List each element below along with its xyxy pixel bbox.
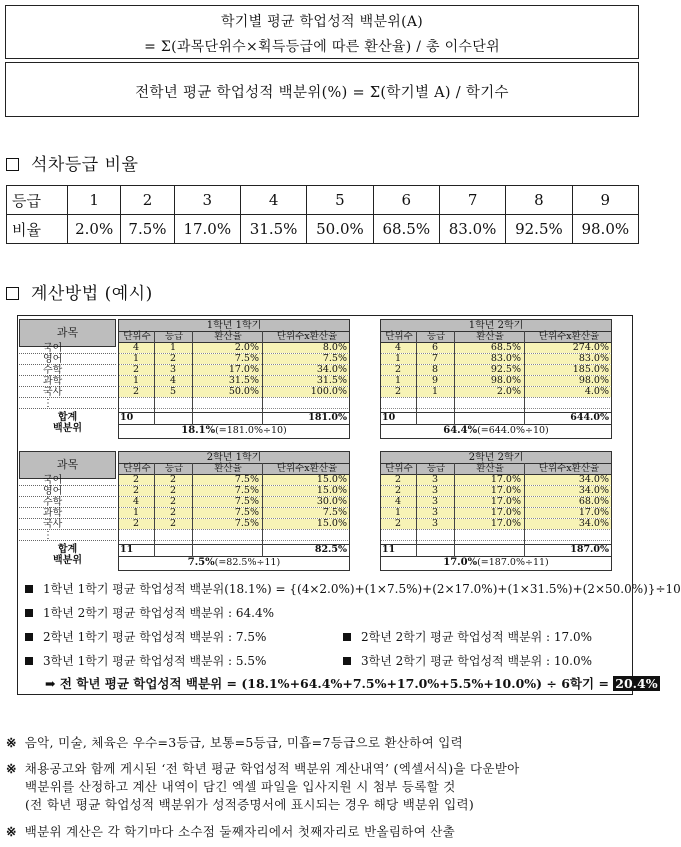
table-cell: 3 — [416, 497, 454, 507]
final-result-line — [45, 674, 660, 692]
table-cell: 17.0% — [454, 519, 524, 529]
square-bullet-icon — [25, 609, 33, 617]
note-2-cont-2: (전 학년 평균 학업성적 백분위가 성적증명서에 표시되는 경우 해당 백분위 입력) — [25, 797, 475, 812]
table-cell: 274.0% — [524, 343, 612, 353]
table-cell: 17.0% — [454, 486, 524, 496]
table-cell: 31.5% — [262, 376, 350, 386]
table-cell: 4 — [118, 343, 154, 353]
grade-cell: 7 — [439, 186, 505, 215]
table-cell: 2 — [380, 387, 416, 397]
column-header: 단위수 — [123, 331, 151, 342]
total-row — [118, 544, 350, 557]
subject-name: 과학 — [19, 376, 116, 387]
table-cell: 3 — [416, 486, 454, 496]
column-header: 등급 — [426, 331, 446, 342]
table-cell: 34.0% — [524, 519, 612, 529]
table-cell: 7.5% — [192, 354, 262, 364]
total-units: 10 — [120, 412, 134, 423]
table-row — [380, 376, 612, 387]
table-cell: 2 — [118, 486, 154, 496]
note-2-cont-1: 백분위를 산정하고 계산 내역이 담긴 엑셀 파일을 입사지원 시 첨부 등록할 것 — [25, 779, 456, 794]
example-title: 계산방법 (예시) — [31, 284, 153, 304]
total-units: 11 — [120, 544, 134, 555]
percentile-calc: (=82.5%÷11) — [214, 557, 281, 568]
bullet-line-1 — [25, 580, 681, 597]
column-header: 등급 — [426, 463, 446, 474]
bullet-text-3b: 2학년 2학기 평균 학업성적 백분위 : 17.0% — [361, 630, 593, 644]
percentile-label: 백분위 — [53, 423, 82, 434]
example-heading — [6, 279, 153, 304]
table-cell: 3 — [154, 365, 192, 375]
note-2 — [6, 759, 520, 777]
ratio-cell: 50.0% — [307, 215, 373, 244]
grade-cell: 3 — [174, 186, 240, 215]
table-cell: 2.0% — [454, 387, 524, 397]
subject-name: 국어 — [19, 343, 116, 354]
grade-cell: 1 — [68, 186, 121, 215]
table-cell: 3 — [416, 508, 454, 518]
column-divider — [192, 331, 193, 425]
table-row — [118, 475, 350, 486]
column-header: 단위수x환산율 — [538, 331, 600, 342]
table-cell: 30.0% — [262, 497, 350, 507]
table-cell: 2 — [154, 354, 192, 364]
percentile-value: 17.0% — [443, 557, 478, 568]
column-header-row — [118, 463, 350, 475]
table-cell: 7 — [416, 354, 454, 364]
grade-ratio-table — [6, 185, 639, 244]
table-cell: 2 — [118, 365, 154, 375]
subject-name: 수학 — [19, 497, 116, 508]
table-cell: 1 — [118, 508, 154, 518]
percentile-value: 7.5% — [187, 557, 215, 568]
column-header: 환산율 — [214, 463, 242, 474]
total-label: 합계 — [57, 544, 78, 555]
square-bullet-icon — [343, 657, 351, 665]
note-2-line-1: 채용공고와 함께 게시된 ‘전 학년 평균 학업성적 백분위 계산내역’ (엑셀서식)을 다운받아 — [24, 761, 520, 776]
table-cell: 17.0% — [454, 475, 524, 485]
table-cell: 7.5% — [192, 508, 262, 518]
total-value: 82.5% — [314, 544, 347, 555]
arrow-right-icon: ➡ — [45, 676, 56, 691]
note-1-text: 음악, 미술, 체육은 우수=3등급, 보통=5등급, 미흡=7등급으로 환산하여 입력 — [24, 735, 463, 750]
overall-formula-box — [5, 62, 639, 117]
table-cell: 4 — [118, 497, 154, 507]
table-cell: 2.0% — [192, 343, 262, 353]
percentile-calc: (=644.0%÷10) — [477, 425, 549, 436]
subject-name: 국사 — [19, 519, 116, 530]
subject-name: ⋮ — [19, 530, 116, 541]
final-formula: 전 학년 평균 학업성적 백분위 = (18.1%+64.4%+7.5%+17.0%+5.5%+10.0%) ÷ 6학기 = — [59, 676, 609, 691]
grade-ratio-title: 석차등급 비율 — [31, 155, 139, 175]
column-divider — [454, 331, 455, 425]
table-cell: 17.0% — [454, 497, 524, 507]
table-row — [118, 486, 350, 497]
column-divider — [192, 463, 193, 557]
column-divider — [262, 331, 263, 425]
table-row — [118, 398, 350, 409]
subject-name: 수학 — [19, 365, 116, 376]
table-cell: 3 — [416, 475, 454, 485]
grade-cell: 6 — [373, 186, 439, 215]
square-bullet-icon — [25, 585, 33, 593]
table-cell: 2 — [154, 519, 192, 529]
semester-title: 2학년 2학기 — [380, 451, 612, 463]
column-header: 단위수x환산율 — [538, 463, 600, 474]
percentile-value: 18.1% — [181, 425, 216, 436]
semester-table — [118, 319, 350, 439]
table-cell: 2 — [380, 475, 416, 485]
table-cell: 50.0% — [192, 387, 262, 397]
column-header: 환산율 — [476, 331, 504, 342]
square-bullet-icon — [343, 633, 351, 641]
table-cell: 1 — [118, 354, 154, 364]
table-cell: 34.0% — [524, 475, 612, 485]
bullet-line-4b — [343, 652, 592, 669]
column-divider — [524, 463, 525, 557]
total-value: 187.0% — [570, 544, 609, 555]
table-cell: 1 — [154, 343, 192, 353]
square-bullet-icon — [6, 158, 19, 171]
total-row — [380, 544, 612, 557]
semester-table — [380, 451, 612, 571]
final-result: 20.4% — [615, 676, 658, 691]
table-row — [118, 530, 350, 541]
table-cell: 7.5% — [262, 354, 350, 364]
semester-table — [380, 319, 612, 439]
table-row — [380, 530, 612, 541]
semester-formula-title: 학기별 평균 학업성적 백분위(A) — [220, 14, 424, 30]
table-cell: 2 — [154, 508, 192, 518]
table-cell: 1 — [380, 354, 416, 364]
percentile-calc: (=187.0%÷11) — [477, 557, 549, 568]
total-units: 10 — [382, 412, 396, 423]
column-header: 환산율 — [214, 331, 242, 342]
percentile-label: 백분위 — [53, 555, 82, 566]
grade-cell: 8 — [506, 186, 572, 215]
square-bullet-icon — [6, 287, 19, 300]
total-units: 11 — [382, 544, 396, 555]
note-3 — [6, 822, 455, 840]
table-cell: 1 — [380, 508, 416, 518]
column-header: 단위수x환산율 — [276, 331, 338, 342]
table-row — [118, 343, 350, 354]
percentile-row — [380, 425, 612, 436]
column-header: 단위수x환산율 — [276, 463, 338, 474]
table-cell: 17.0% — [524, 508, 612, 518]
table-cell: 98.0% — [454, 376, 524, 386]
reference-mark-icon: ※ — [6, 735, 17, 750]
overall-formula: 전학년 평균 학업성적 백분위(%) = Σ(학기별 A) / 학기수 — [135, 85, 509, 101]
reference-mark-icon: ※ — [6, 824, 17, 839]
table-cell: 83.0% — [454, 354, 524, 364]
table-cell: 7.5% — [192, 519, 262, 529]
table-cell: 4 — [380, 343, 416, 353]
table-row — [380, 519, 612, 530]
bullet-text-4a: 3학년 1학기 평균 학업성적 백분위 : 5.5% — [43, 654, 267, 668]
column-header: 단위수 — [385, 331, 413, 342]
bullet-text-2: 1학년 2학기 평균 학업성적 백분위 : 64.4% — [43, 606, 275, 620]
table-cell: 5 — [154, 387, 192, 397]
table-cell: 15.0% — [262, 475, 350, 485]
table-cell: 8 — [416, 365, 454, 375]
table-cell: 83.0% — [524, 354, 612, 364]
column-header: 등급 — [164, 331, 184, 342]
table-cell: 7.5% — [192, 497, 262, 507]
bullet-text-3a: 2학년 1학기 평균 학업성적 백분위 : 7.5% — [43, 630, 267, 644]
column-header: 단위수 — [385, 463, 413, 474]
ratio-cell: 2.0% — [68, 215, 121, 244]
bullet-line-3b — [343, 628, 592, 645]
ratio-cell: 31.5% — [240, 215, 306, 244]
reference-mark-icon: ※ — [6, 761, 17, 776]
subject-column — [19, 319, 116, 439]
ratio-cell: 98.0% — [572, 215, 638, 244]
bullet-line-4a — [25, 652, 266, 669]
column-divider — [454, 463, 455, 557]
table-cell: 4 — [380, 497, 416, 507]
table-cell: 1 — [416, 387, 454, 397]
column-header: 환산율 — [476, 463, 504, 474]
column-header: 단위수 — [123, 463, 151, 474]
table-row — [118, 387, 350, 398]
percentile-row — [380, 557, 612, 568]
ratio-cell: 17.0% — [174, 215, 240, 244]
grade-label: 등급 — [7, 186, 68, 215]
subject-header: 과목 — [19, 451, 116, 479]
grade-cell: 9 — [572, 186, 638, 215]
bullet-line-2 — [25, 604, 274, 621]
table-row — [380, 387, 612, 398]
bullet-text-1: 1학년 1학기 평균 학업성적 백분위(18.1%) = {(4×2.0%)+(1×7.5%)+(2×17.0%)+(1×31.5%)+(2×50.0%)}÷10 — [43, 582, 681, 596]
semester-title: 2학년 1학기 — [118, 451, 350, 463]
table-cell: 2 — [380, 519, 416, 529]
table-cell: 2 — [380, 486, 416, 496]
table-cell: 7.5% — [192, 486, 262, 496]
ratio-cell: 92.5% — [506, 215, 572, 244]
table-cell: 17.0% — [192, 365, 262, 375]
column-header: 등급 — [164, 463, 184, 474]
table-cell: 3 — [416, 519, 454, 529]
subject-column — [19, 451, 116, 571]
note-1 — [6, 733, 463, 751]
subject-name: 영어 — [19, 354, 116, 365]
semester-title: 1학년 1학기 — [118, 319, 350, 331]
table-cell: 7.5% — [262, 508, 350, 518]
column-divider — [154, 331, 155, 425]
grade-row — [7, 186, 639, 215]
table-cell: 17.0% — [454, 508, 524, 518]
subject-header: 과목 — [19, 319, 116, 347]
total-row — [380, 412, 612, 425]
grade-cell: 5 — [307, 186, 373, 215]
table-cell: 2 — [380, 365, 416, 375]
column-header-row — [118, 331, 350, 343]
table-cell: 34.0% — [524, 486, 612, 496]
table-cell: 8.0% — [262, 343, 350, 353]
table-cell: 68.5% — [454, 343, 524, 353]
table-cell: 2 — [154, 486, 192, 496]
table-cell: 15.0% — [262, 519, 350, 529]
ratio-cell: 83.0% — [439, 215, 505, 244]
table-cell: 4.0% — [524, 387, 612, 397]
grade-ratio-heading — [6, 150, 138, 175]
column-divider — [154, 463, 155, 557]
subject-name: ⋮ — [19, 398, 116, 409]
semester-title: 1학년 2학기 — [380, 319, 612, 331]
total-label: 합계 — [57, 412, 78, 423]
semester-formula: = Σ(과목단위수×획득등급에 따른 환산율) / 총 이수단위 — [144, 39, 500, 55]
table-row — [380, 398, 612, 409]
table-cell: 1 — [118, 376, 154, 386]
table-cell: 9 — [416, 376, 454, 386]
column-divider — [416, 463, 417, 557]
grade-cell: 2 — [121, 186, 174, 215]
table-cell: 2 — [118, 387, 154, 397]
subject-name: 국어 — [19, 475, 116, 486]
ratio-label: 비율 — [7, 215, 68, 244]
table-cell: 68.0% — [524, 497, 612, 507]
table-cell: 98.0% — [524, 376, 612, 386]
grade-cell: 4 — [240, 186, 306, 215]
subject-name: 영어 — [19, 486, 116, 497]
column-divider — [524, 331, 525, 425]
table-row — [118, 497, 350, 508]
total-row — [118, 412, 350, 425]
ratio-row — [7, 215, 639, 244]
note-3-text: 백분위 계산은 각 학기마다 소수점 둘째자리에서 첫째자리로 반올림하여 산출 — [24, 824, 455, 839]
table-cell: 185.0% — [524, 365, 612, 375]
total-value: 644.0% — [570, 412, 609, 423]
percentile-value: 64.4% — [443, 425, 478, 436]
percentile-row — [118, 425, 350, 436]
table-cell: 2 — [118, 475, 154, 485]
column-divider — [416, 331, 417, 425]
table-cell: 4 — [154, 376, 192, 386]
table-cell: 100.0% — [262, 387, 350, 397]
subject-name: 국사 — [19, 387, 116, 398]
square-bullet-icon — [25, 657, 33, 665]
table-cell: 92.5% — [454, 365, 524, 375]
table-cell: 6 — [416, 343, 454, 353]
table-cell: 2 — [154, 475, 192, 485]
table-cell: 34.0% — [262, 365, 350, 375]
table-row — [118, 519, 350, 530]
ratio-cell: 7.5% — [121, 215, 174, 244]
column-divider — [262, 463, 263, 557]
subject-name: 과학 — [19, 508, 116, 519]
table-cell: 1 — [380, 376, 416, 386]
table-cell: 2 — [118, 519, 154, 529]
bullet-text-4b: 3학년 2학기 평균 학업성적 백분위 : 10.0% — [361, 654, 593, 668]
ratio-cell: 68.5% — [373, 215, 439, 244]
table-row — [118, 508, 350, 519]
total-value: 181.0% — [308, 412, 347, 423]
table-cell: 2 — [154, 497, 192, 507]
table-cell: 31.5% — [192, 376, 262, 386]
table-cell: 15.0% — [262, 486, 350, 496]
percentile-row — [118, 557, 350, 568]
square-bullet-icon — [25, 633, 33, 641]
semester-formula-box — [5, 5, 639, 59]
table-cell: 7.5% — [192, 475, 262, 485]
percentile-calc: (=181.0%÷10) — [215, 425, 287, 436]
bullet-line-3a — [25, 628, 266, 645]
semester-table — [118, 451, 350, 571]
